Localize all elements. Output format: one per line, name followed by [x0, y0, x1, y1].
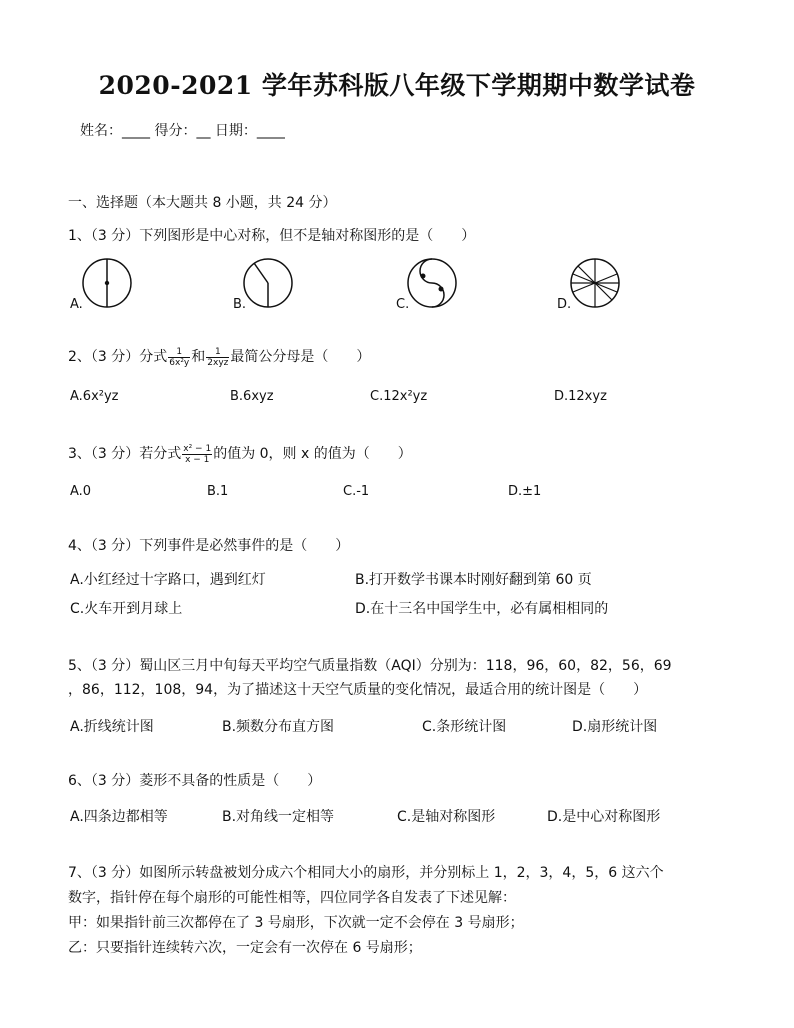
question-2-option-d: D.12xyz: [554, 389, 607, 404]
question-3-prefix: 3、（3 分）若分式: [68, 446, 182, 462]
fraction-2-numerator: 1: [206, 347, 229, 358]
fraction-3-denominator: x − 1: [185, 454, 210, 465]
question-5-option-d: D.扇形统计图: [572, 719, 658, 735]
question-5-option-b: B.频数分布直方图: [222, 719, 335, 735]
question-3-suffix: 的值为 0，则 x 的值为（ ）: [213, 446, 412, 462]
question-4-stem: 4、（3 分）下列事件是必然事件的是（ ）: [68, 538, 350, 554]
question-4-option-c: C.火车开到月球上: [70, 601, 183, 617]
fraction-1-numerator: 1: [168, 347, 190, 358]
question-7-stem-line-1: 7、（3 分）如图所示转盘被划分成六个相同大小的扇形，并分别标上 1，2，3，4，5，6 这六个: [68, 865, 664, 881]
question-3-stem: [68, 443, 412, 465]
question-4-option-b: B.打开数学书课本时刚好翻到第 60 页: [355, 572, 592, 588]
question-2-prefix: 2、（3 分）分式: [68, 349, 168, 365]
page-title: 2020-2021 学年苏科版八年级下学期期中数学试卷: [98, 71, 696, 100]
figure-b-circle-radii: [244, 259, 292, 307]
question-3-option-d: D.±1: [508, 484, 542, 499]
question-3-option-c: C.-1: [343, 484, 370, 499]
question-4-option-d: D.在十三名中国学生中，必有属相相同的: [355, 601, 609, 617]
question-2-option-a: A.6x²yz: [70, 389, 119, 404]
question-7-opinion-yi: 乙：只要指针连续转六次，一定会有一次停在 6 号扇形；: [68, 940, 422, 956]
question-2-option-c: C.12x²yz: [370, 389, 428, 404]
fraction-2-denominator: 2xyz: [207, 357, 229, 368]
student-info-line: 姓名：____ 得分：__ 日期：____: [80, 123, 285, 139]
question-2-suffix: 最简公分母是（ ）: [230, 349, 371, 365]
question-6-stem: 6、（3 分）菱形不具备的性质是（ ）: [68, 773, 322, 789]
question-3-option-a: A.0: [70, 484, 92, 499]
question-5-option-a: A.折线统计图: [70, 719, 154, 735]
figure-d-circle-chords: [571, 259, 619, 307]
question-1-figures: [70, 256, 630, 318]
figure-c-yin-yang: [408, 259, 456, 307]
fraction-1: [168, 347, 190, 368]
question-7-stem-line-2: 数字，指针停在每个扇形的可能性相等，四位同学各自发表了下述见解：: [68, 890, 516, 906]
question-6-option-a: A.四条边都相等: [70, 809, 168, 825]
question-1-option-d: D.: [557, 297, 572, 312]
fraction-3: [182, 444, 212, 465]
question-5-stem-line-2: ，86，112，108，94，为了描述这十天空气质量的变化情况，最适合用的统计图是（ ）: [68, 682, 648, 698]
question-1-option-a: A.: [70, 297, 83, 312]
fraction-2: [206, 347, 229, 368]
question-5-stem-line-1: 5、（3 分）蜀山区三月中旬每天平均空气质量指数（AQI）分别为：118，96，60，82，56，69: [68, 658, 672, 674]
question-3-option-b: B.1: [207, 484, 229, 499]
question-5-option-c: C.条形统计图: [422, 719, 507, 735]
question-6-option-c: C.是轴对称图形: [397, 809, 496, 825]
section-heading: 一、选择题（本大题共 8 小题，共 24 分）: [68, 195, 337, 211]
question-6-option-d: D.是中心对称图形: [547, 809, 661, 825]
fraction-3-numerator: x² − 1: [183, 443, 212, 454]
question-2-option-b: B.6xyz: [230, 389, 274, 404]
fraction-1-denominator: 6x²y: [169, 357, 190, 368]
question-1-option-c: C.: [396, 297, 410, 312]
question-1-option-b: B.: [233, 297, 247, 312]
question-2-mid: 和: [191, 349, 206, 365]
question-2-stem: [68, 346, 370, 368]
question-7-opinion-jia: 甲：如果指针前三次都停在了 3 号扇形，下次就一定不会停在 3 号扇形；: [68, 915, 524, 931]
question-6-option-b: B.对角线一定相等: [222, 809, 335, 825]
figure-a-circle-diameter: [83, 259, 131, 307]
question-4-option-a: A.小红经过十字路口，遇到红灯: [70, 572, 266, 588]
question-1-stem: 1、（3 分）下列图形是中心对称，但不是轴对称图形的是（ ）: [68, 228, 476, 244]
